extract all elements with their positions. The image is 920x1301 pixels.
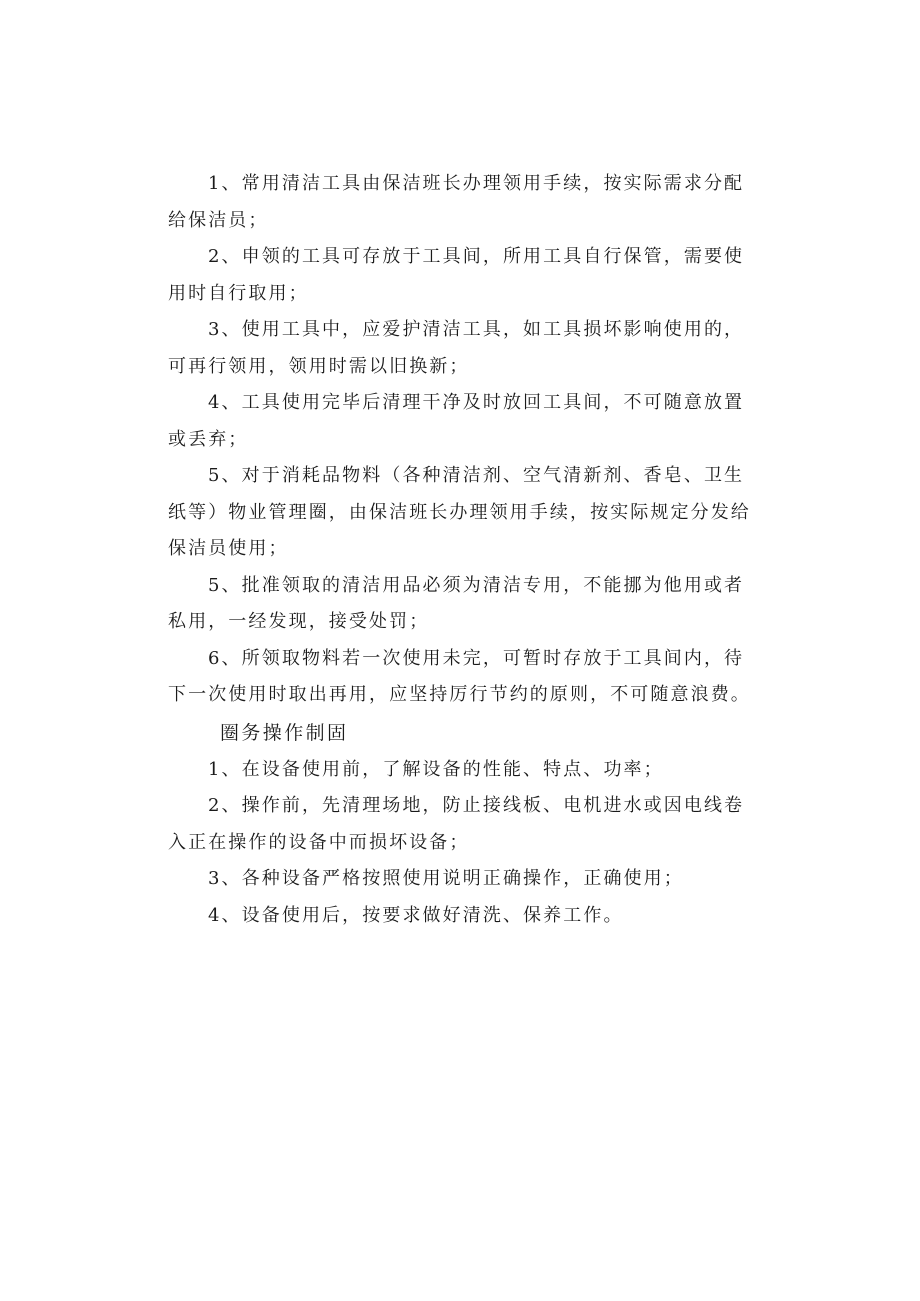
paragraph-tool-2: 2、申领的工具可存放于工具间，所用工具自行保管，需要使用时自行取用； — [168, 246, 745, 304]
document-body — [168, 166, 758, 934]
paragraph-equipment-3: 3、各种设备严格按照使用说明正确操作，正确使用； — [208, 868, 684, 889]
paragraph-tool-6: 6、所领取物料若一次使用未完，可暂时存放于工具间内，待下一次使用时取出再用，应坚持厉行节约的原则，不可随意浪费。 — [168, 647, 751, 705]
paragraph-tool-5b: 5、批准领取的清洁用品必须为清洁专用，不能挪为他用或者私用，一经发现，接受处罚； — [168, 574, 745, 632]
paragraph-tool-4: 4、工具使用完毕后清理干净及时放回工具间，不可随意放置或丢弃； — [168, 392, 745, 450]
paragraph-tool-1: 1、常用清洁工具由保洁班长办理领用手续，按实际需求分配给保洁员； — [168, 173, 745, 231]
paragraph-tool-3: 3、使用工具中，应爱护清洁工具，如工具损坏影响使用的，可再行领用，领用时需以旧换新； — [168, 319, 745, 377]
paragraph-equipment-2: 2、操作前，先清理场地，防止接线板、电机进水或因电线卷入正在操作的设备中而损坏设备； — [168, 795, 745, 853]
paragraph-tool-5a: 5、对于消耗品物料（各种清洁剂、空气清新剂、香皂、卫生纸等）物业管理圈，由保洁班长办理领用手续，按实际规定分发给保洁员使用； — [168, 465, 751, 559]
paragraph-equipment-1: 1、在设备使用前，了解设备的性能、特点、功率； — [208, 758, 664, 780]
section-heading: 圈务操作制固 — [220, 721, 349, 744]
paragraph-equipment-4: 4、设备使用后，按要求做好清洗、保养工作。 — [208, 904, 624, 926]
